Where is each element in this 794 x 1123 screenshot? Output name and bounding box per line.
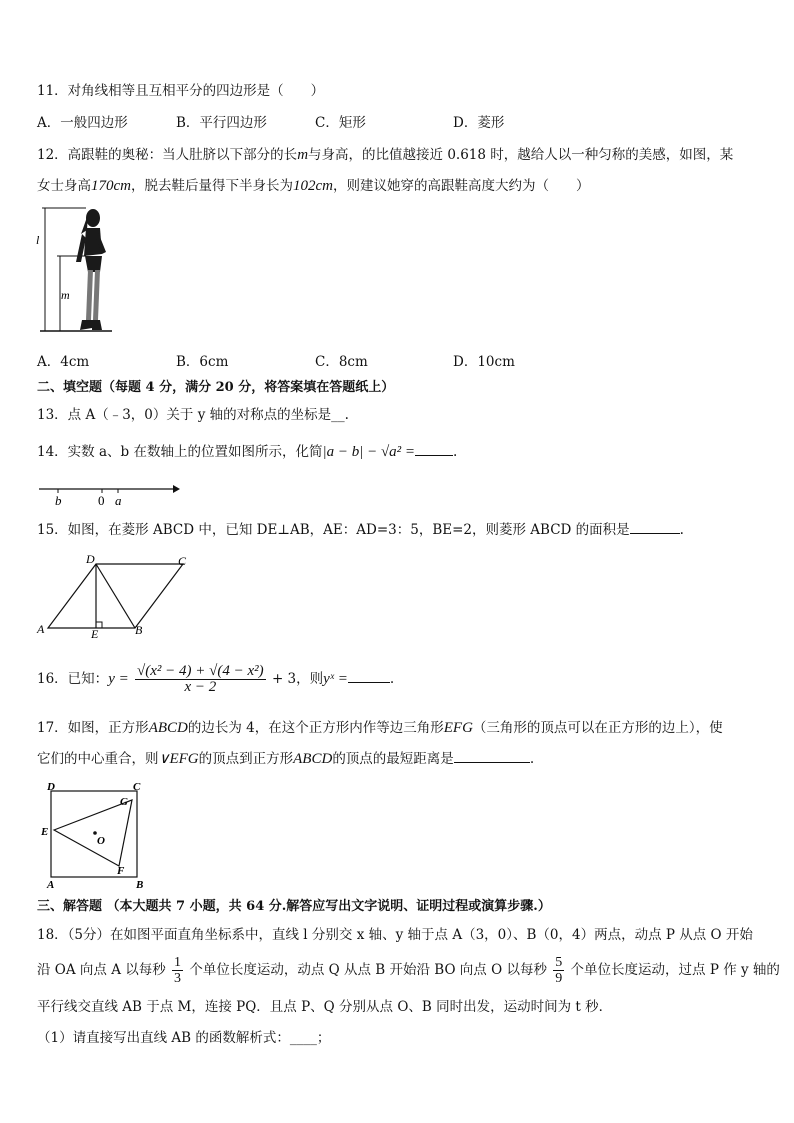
q18-sub1: （1）请直接写出直线 AB 的函数解析式：____； <box>37 1030 331 1046</box>
label-C: C <box>178 554 187 568</box>
section2-heading: 二、填空题（每题 4 分，满分 20 分，将答案填在答题纸上） <box>37 380 395 395</box>
q15-rhombus-figure <box>36 552 196 642</box>
section3-heading: 三、解答题 （本大题共 7 小题，共 64 分.解答应写出文字说明、证明过程或演算步骤.） <box>37 899 551 914</box>
q11-option-c: C．矩形 <box>315 115 366 131</box>
q16-stem: 16．已知：y = $\frac{\text{√(x² − 4) + √(4 − x²)}}{x - 2}$ + 3，则yˣ = . <box>37 663 395 695</box>
woman-figure-icon <box>76 209 106 330</box>
axis-label-a: a <box>115 493 122 508</box>
q17-square-figure <box>38 780 150 890</box>
q17-stem-line1: 17．如图，正方形ABCD的边长为 4，在这个正方形内作等边三角形EFG（三角形的顶点可以在正方形的边上），使 <box>37 720 723 736</box>
q14-stem: 14．实数 a、b 在数轴上的位置如图所示，化简|a − b| − √a² = . <box>37 441 457 462</box>
label-B: B <box>135 623 143 637</box>
q12-option-d: D．10cm <box>453 354 515 370</box>
q11-option-d: D．菱形 <box>453 115 505 131</box>
q14-number-line <box>36 480 181 510</box>
label-A: A <box>47 879 55 890</box>
q12-stem-line1: 12．高跟鞋的奥秘：当人肚脐以下部分的长m与身高，的比值越接近 0.618 时，越给人以一种匀称的美感，如图，某 <box>37 147 734 163</box>
label-E: E <box>41 826 49 838</box>
q12-option-a: A．4cm <box>37 354 90 370</box>
label-G: G <box>120 796 128 808</box>
q12-stem-line2: 女士身高170cm，脱去鞋后量得下半身长为102cm，则建议她穿的高跟鞋高度大约为（ ） <box>37 178 590 194</box>
q18-stem-line2: 沿 OA 向点 A 以每秒 $\frac{1}{3}$ 个单位长度运动，动点 Q 从点 B 开始沿 BO 向点 O 以每秒 $\frac{5}{9}$ 个单位长度运动，过点 P 作 y 轴的 <box>37 955 780 986</box>
q11-stem: 11．对角线相等且互相平分的四边形是（ ） <box>37 83 325 99</box>
q15-stem: 15．如图，在菱形 ABCD 中，已知 DE⊥AB，AE：AD=3：5，BE=2，则菱形 ABCD 的面积是 . <box>37 519 684 540</box>
q12-option-c: C．8cm <box>315 354 368 370</box>
label-B: B <box>136 879 144 890</box>
label-E: E <box>91 627 99 641</box>
label-D: D <box>47 781 55 793</box>
q12-label-m: m <box>61 288 70 302</box>
q18-fraction-1-3: $\frac{1}{3}$ <box>174 955 182 986</box>
axis-label-0: 0 <box>98 493 105 508</box>
q11-option-b: B．平行四边形 <box>176 115 267 131</box>
q17-stem-line2: 它们的中心重合，则∨EFG的顶点到正方形ABCD的顶点的最短距离是 . <box>37 748 534 769</box>
q12-option-b: B．6cm <box>176 354 229 370</box>
q18-stem-line1: 18．（5分）在如图平面直角坐标系中，直线 l 分别交 x 轴、y 轴于点 A（3，0）、B（0，4）两点，动点 P 从点 O 开始 <box>37 927 753 943</box>
label-C: C <box>133 781 141 793</box>
q18-stem-line3: 平行线交直线 AB 于点 M，连接 PQ．且点 P、Q 分别从点 O、B 同时出发，运动时间为 t 秒． <box>37 999 613 1015</box>
label-A: A <box>37 622 45 636</box>
q12-label-l: l <box>36 233 40 247</box>
label-D: D <box>86 552 95 566</box>
q18-fraction-5-9: $\frac{5}{9}$ <box>555 955 563 986</box>
q11-option-a: A．一般四边形 <box>37 115 128 131</box>
label-O: O <box>97 835 105 847</box>
q16-fraction: $\frac{\text{√(x² − 4) + √(4 − x²)}}{x - 2}$ <box>137 663 264 695</box>
q13-stem: 13．点 A（﹣3，0）关于 y 轴的对称点的坐标是__. <box>37 407 349 423</box>
axis-label-b: b <box>55 493 62 508</box>
label-F: F <box>117 865 125 877</box>
q12-figure <box>36 204 116 336</box>
